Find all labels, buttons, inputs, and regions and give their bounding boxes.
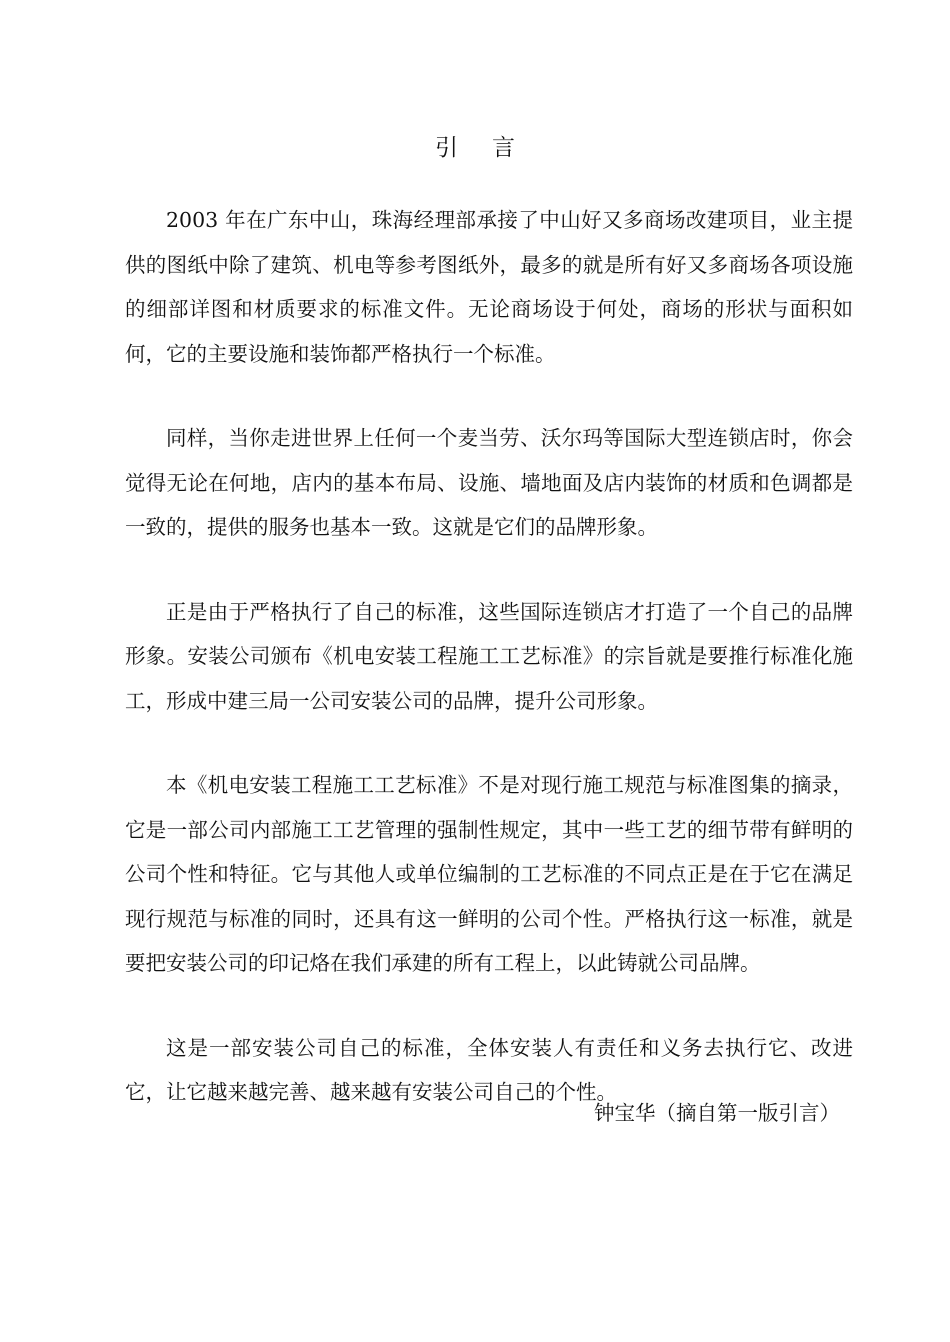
paragraph-2: 同样，当你走进世界上任何一个麦当劳、沃尔玛等国际大型连锁店时，你会觉得无论在何地，店内的基本布局、设施、墙地面及店内装饰的材质和色调都是一致的，提供的服务也基本一致。这就是它们的品牌形象。 [125,426,853,539]
page-title: 引言 [435,135,549,161]
document-body [125,198,853,1155]
paragraph-3: 正是由于严格执行了自己的标准，这些国际连锁店才打造了一个自己的品牌形象。安装公司颁布《机电安装工程施工工艺标准》的宗旨就是要推行标准化施工，形成中建三局一公司安装公司的品牌，提升公司形象。 [125,599,853,713]
author-signature: 钟宝华（摘自第一版引言） [594,1101,840,1125]
paragraph-1: 2003 年在广东中山，珠海经理部承接了中山好又多商场改建项目，业主提供的图纸中除了建筑、机电等参考图纸外，最多的就是所有好又多商场各项设施的细部详图和材质要求的标准文件。无论商场设于何处，商场的形状与面积如何，它的主要设施和装饰都严格执行一个标准。 [125,208,853,366]
paragraph-5: 这是一部安装公司自己的标准，全体安装人有责任和义务去执行它、改进它，让它越来越完善、越来越有安装公司自己的个性。 [125,1035,853,1104]
paragraph-4: 本《机电安装工程施工工艺标准》不是对现行施工规范与标准图集的摘录，它是一部公司内部施工工艺管理的强制性规定，其中一些工艺的细节带有鲜明的公司个性和特征。它与其他人或单位编制的工艺标准的不同点正是在于它在满足现行规范与标准的同时，还具有这一鲜明的公司个性。严格执行这一标准，就是要把安装公司的印记烙在我们承建的所有工程上，以此铸就公司品牌。 [125,773,853,975]
